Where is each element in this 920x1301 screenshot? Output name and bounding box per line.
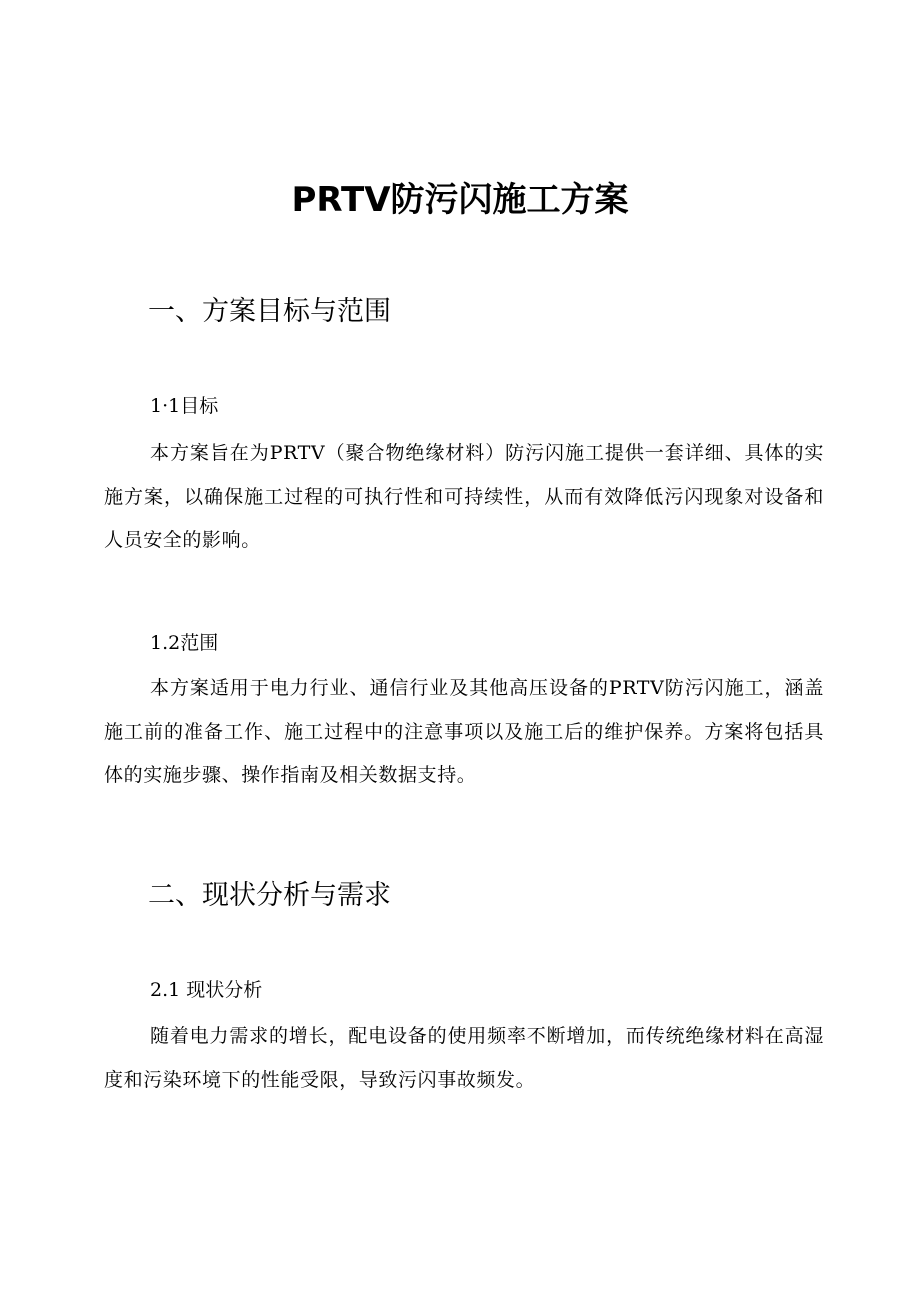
section-heading-2: 二、现状分析与需求 [148, 880, 391, 911]
subsection-heading-2-1: 2.1 现状分析 [150, 979, 263, 1001]
paragraph-1-2: 本方案适用于电力行业、通信行业及其他高压设备的PRTV防污闪施工，涵盖施工前的准备工作、施工过程中的注意事项以及施工后的维护保养。方案将包括具体的实施步骤、操作指南及相关数据支持。 [104, 677, 824, 786]
subsection-heading-1-2: 1.2范围 [150, 632, 219, 654]
paragraph-1-1: 本方案旨在为PRTV（聚合物绝缘材料）防污闪施工提供一套详细、具体的实施方案，以确保施工过程的可执行性和可持续性，从而有效降低污闪现象对设备和人员安全的影响。 [104, 442, 824, 551]
section-heading-1: 一、方案目标与范围 [148, 296, 391, 327]
document-title: PRTV防污闪施工方案 [291, 180, 629, 220]
subsection-heading-1-1: 1·1目标 [150, 395, 219, 417]
paragraph-2-1: 随着电力需求的增长，配电设备的使用频率不断增加，而传统绝缘材料在高湿度和污染环境下的性能受限，导致污闪事故频发。 [104, 1025, 824, 1091]
